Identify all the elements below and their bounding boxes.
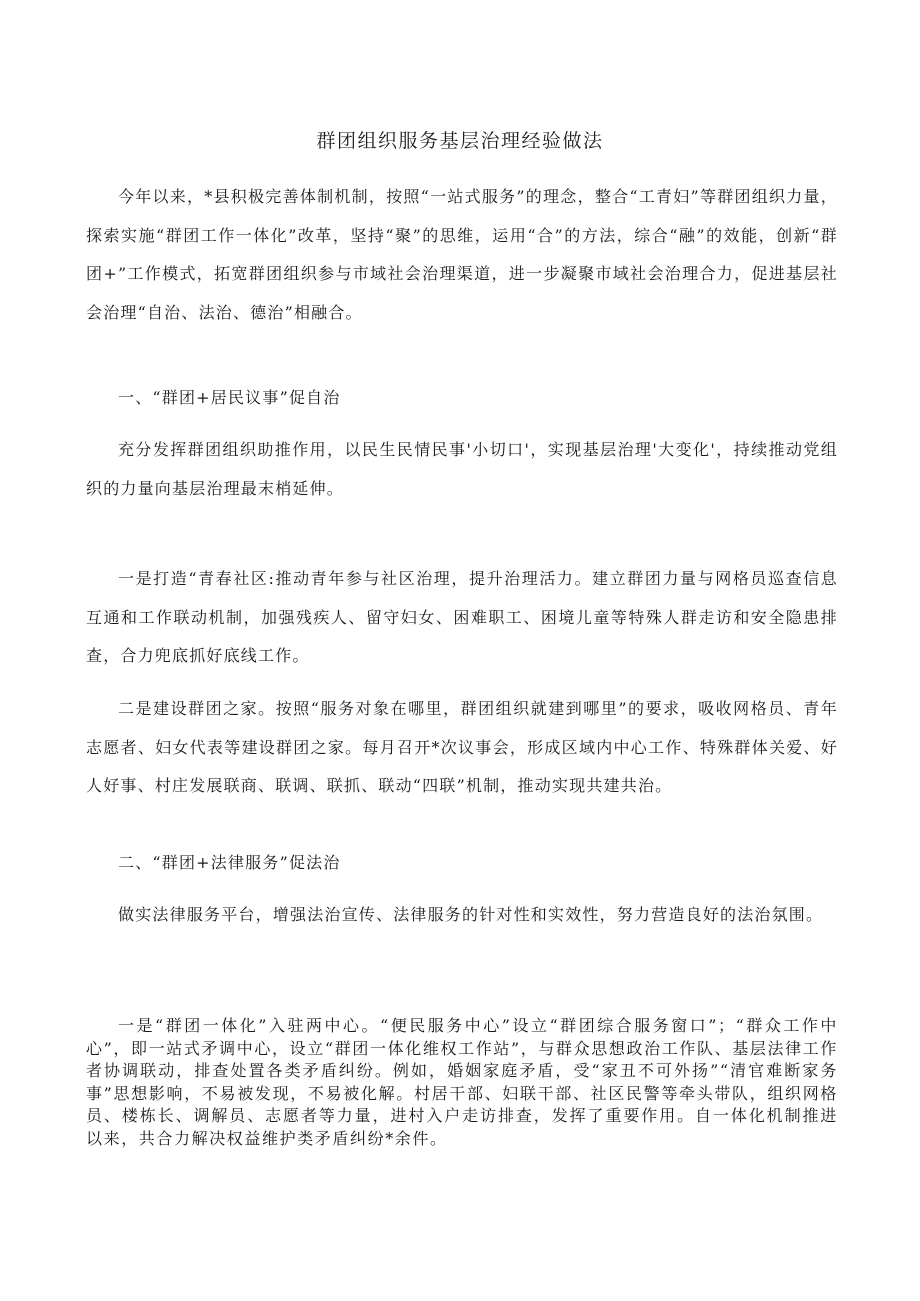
section-1-item-2-paragraph: 二是建设群团之家。按照“服务对象在哪里，群团组织就建到哪里”的要求，吸收网格员、青年志愿者、妇女代表等建设群团之家。每月召开*次议事会，形成区域内中心工作、特殊群体关爱、好人好事、村庄发展联商、联调、联抓、联动“四联”机制，推动实现共建共治。 <box>86 699 838 796</box>
section-2-intro-paragraph: 做实法律服务平台，增强法治宣传、法律服务的针对性和实效性，努力营造良好的法治氛围。 <box>118 905 824 924</box>
section-1-item-1-paragraph: 一是打造“青春社区:推动青年参与社区治理，提升治理活力。建立群团力量与网格员巡查信息互通和工作联动机制，加强残疾人、留守妇女、困难职工、困境儿童等特殊人群走访和安全隐患排查，合力兜底抓好底线工作。 <box>86 569 838 666</box>
section-heading-1: 一、“群团+居民议事”促自治 <box>118 388 341 407</box>
section-1-intro-paragraph: 充分发挥群团组织助推作用，以民生民情民事'小切口'，实现基层治理'大变化'，持续推动党组织的力量向基层治理最末梢延伸。 <box>86 440 838 498</box>
section-2-item-1-paragraph: 一是“群团一体化”入驻两中心。“便民服务中心”设立“群团综合服务窗口”；“群众工作中心”，即一站式矛调中心，设立“群团一体化维权工作站”，与群众思想政治工作队、基层法律工作者协调联动，排查处置各类矛盾纠纷。例如，婚姻家庭矛盾，受“家丑不可外扬”“清官难断家务事”思想影响，不易被发现，不易被化解。村居干部、妇联干部、社区民警等牵头带队，组织网格员、楼栋长、调解员、志愿者等力量，进村入户走访排查，发挥了重要作用。自一体化机制推进以来，共合力解决权益维护类矛盾纠纷*余件。 <box>86 1016 838 1148</box>
intro-paragraph: 今年以来，*县积极完善体制机制，按照“一站式服务”的理念，整合“工青妇”等群团组织力量，探索实施“群团工作一体化”改革，坚持“聚”的思维，运用“合”的方法，综合“融”的效能，创新“群团+”工作模式，拓宽群团组织参与市域社会治理渠道，进一步凝聚市域社会治理合力，促进基层社会治理“自治、法治、德治”相融合。 <box>86 187 838 323</box>
section-heading-2: 二、“群团+法律服务”促法治 <box>118 853 341 872</box>
document-title: 群团组织服务基层治理经验做法 <box>316 130 604 152</box>
